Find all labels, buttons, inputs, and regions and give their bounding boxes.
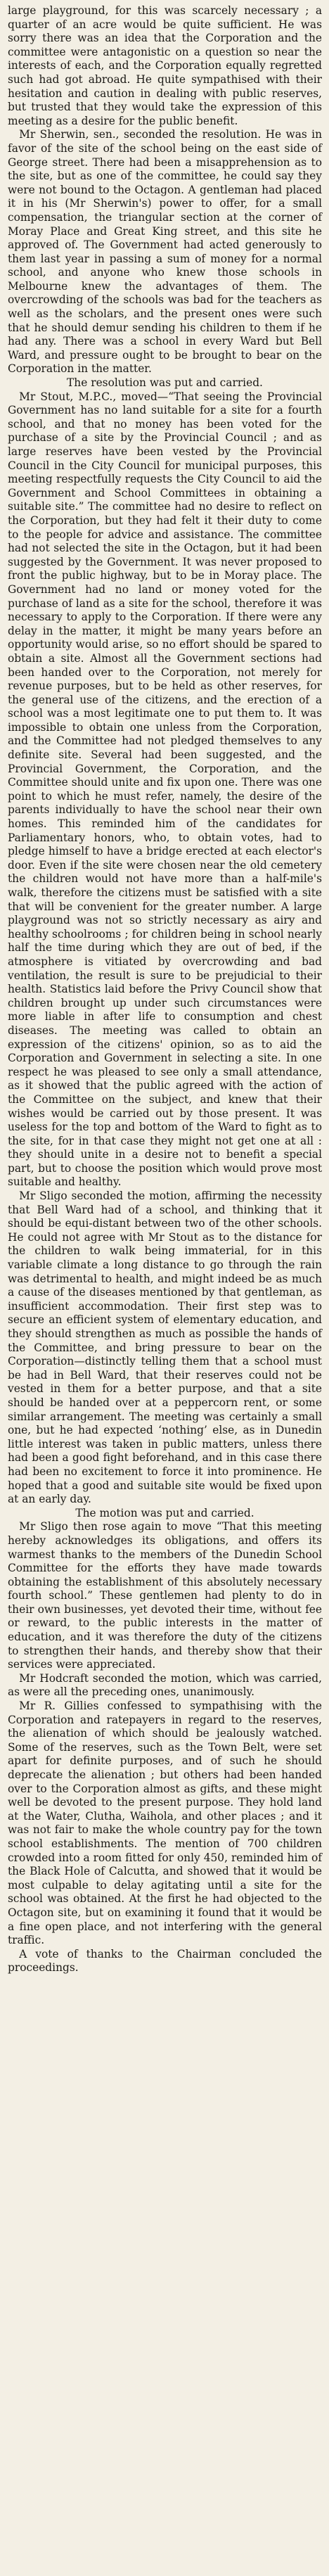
- paragraph: The motion was put and carried.: [75, 1506, 254, 1519]
- paragraph: Mr Sligo then rose again to move “That this meeting hereby acknowledges its obligations, and offers its warmest thanks to the members of the Dunedin School Committee for the efforts they have made towards obtaining the establishment of this absolutely necessary fourth school.” These gentlemen had plenty to do in their own businesses, yet devoted their time, without fee or reward, to the public interests in the matter of education, and it was therefore the duty of the citizens to strengthen their hands, and thereby show that their services were appreciated.: [8, 1520, 322, 1671]
- paragraph: Mr Stout, M.P.C., moved—“That seeing the Provincial Government has no land suitable for a site for a fourth school, and that no money has been voted for the purchase of a site by the Provincial Council ; and as large reserves have been vested by the Provincial Council in the City Council for municipal purposes, this meeting respectfully requests the City Council to aid the Government and School Committees in obtaining a suitable site.” The committee had no desire to reflect on the Corporation, but they had felt it their duty to come to the people for advice and assistance. The committee had not selected the site in the Octagon, but it had been suggested by the Government. It was never proposed to front the public highway, but to be in Moray place. The Government had no land or money voted for the purchase of land as a site for the school, therefore it was necessary to apply to the Corporation. If there were any delay in the matter, it might be many years before an opportunity would arise, so no effort should be spared to obtain a site. Almost all the Government sections had been handed over to the Corporation, not merely for revenue purposes, but to be held as other reserves, for the general use of the citizens, and the erection of a school was a most legitimate one to put them to. It was impossible to obtain one unless from the Corporation, and the Committee had not pledged themselves to any definite site. Several had been suggested, and the Provincial Government, the Corporation, and the Committee should unite and fix upon one. There was one point to which he must refer, namely, the desire of the parents individually to have the school near their own homes. This reminded him of the candidates for Parliamentary honors, who, to obtain votes, had to pledge himself to have a bridge erected at each elector's door. Even if the site were chosen near the old cemetery the children would not have more than a half-mile's walk, therefore the citizens must be satisfied with a site that will be convenient for the greater number. A large playground was not so strictly necessary as airy and healthy schoolrooms ; for children being in school nearly half the time during which they are out of bed, if the atmosphere is vitiated by overcrowding and bad ventilation, the result is sure to be prejudicial to their health. Statistics laid before the Privy Council show that children brought up under such circumstances were more liable in after life to consumption and chest diseases. The meeting was called to obtain an expression of the citizens' opinion, so as to aid the Corporation and Government in selecting a site. In one respect he was pleased to see only a small attendance, as it showed that the public agreed with the action of the Committee on the subject, and knew that their wishes would be carried out by those present. It was useless for the top and bottom of the Ward to fight as to the site, for in that case they might not get one at all : they should unite in a desire not to benefit a special part, but to choose the position which would prove most suitable and healthy.: [8, 390, 322, 1189]
- paragraph: The resolution was put and carried.: [67, 376, 263, 390]
- paragraph: Mr R. Gillies confessed to sympathising with the Corporation and ratepayers in regard to the reserves, the alienation of which should be jealously watched. Some of the reserves, such as the Town Belt, were set apart for definite purposes, and of such he should deprecate the alienation ; but others had been handed over to the Corporation almost as gifts, and these might well be devoted to the present purpose. They hold land at the Water, Clutha, Waihola, and other places ; and it was not fair to make the whole country pay for the town school establishments. The mention of 700 children crowded into a room fitted for only 450, reminded him of the Black Hole of Calcutta, and showed that it would be most culpable to delay agitating until a site for the school was obtained. At the first he had objected to the Octagon site, but on examining it found that it would be a fine open place, and not interfering with the general traffic.: [8, 1700, 322, 1947]
- paragraph: Mr Hodcraft seconded the motion, which was carried, as were all the preceding ones, unanimously.: [8, 1671, 322, 1699]
- paragraph: large playground, for this was scarcely necessary ; a quarter of an acre would be quite sufficient. He was sorry there was an idea that the Corporation and the committee were antagonistic on a question so near the interests of each, and the Corporation equally regretted such had got abroad. He quite sympathised with their hesitation and caution in dealing with public reserves, but trusted that they would take the expression of this meeting as a desire for the public benefit.: [8, 4, 322, 127]
- paragraph: A vote of thanks to the Chairman concluded the proceedings.: [8, 1947, 322, 1975]
- paragraph: Mr Sherwin, sen., seconded the resolution. He was in favor of the site of the school being on the east side of George street. There had been a misapprehension as to the site, but as one of the committee, he could say they were not bound to the Octagon. A gentleman had placed it in his (Mr Sherwin's) power to offer, for a small compensation, the triangular section at the corner of Moray Place and Great King street, and this site he approved of. The Government had acted generously to them last year in passing a sum of money for a normal school, and anyone who knew those schools in Melbourne knew the advantages of them. The overcrowding of the schools was bad for the teachers as well as the scholars, and the present ones were such that he should demur sending his children to them if he had any. There was a school in every Ward but Bell Ward, and pressure ought to be brought to bear on the Corporation in the matter.: [8, 128, 322, 376]
- paragraph: Mr Sligo seconded the motion, affirming the necessity that Bell Ward had of a school, and thinking that it should be equi-distant between two of the other schools. He could not agree with Mr Stout as to the distance for the children to walk being immaterial, for in this variable climate a long distance to go through the rain was detrimental to health, and might indeed be as much a cause of the diseases mentioned by that gentleman, as insufficient accommodation. Their first step was to secure an efficient system of elementary education, and they should strengthen as much as possible the hands of the Committee, and bring pressure to bear on the Corporation—distinctly telling them that a school must be had in Bell Ward, that their reserves could not be vested in them for a better purpose, and that a site should be handed over at a peppercorn rent, or some similar arrangement. The meeting was certainly a small one, but he had expected ‘nothing’ else, as in Dunedin little interest was taken in public matters, unless there had been a good fight beforehand, and in this case there had been no excitement to force it into prominence. He hoped that a good and suitable site would be fixed upon at an early day.: [8, 1190, 322, 1506]
